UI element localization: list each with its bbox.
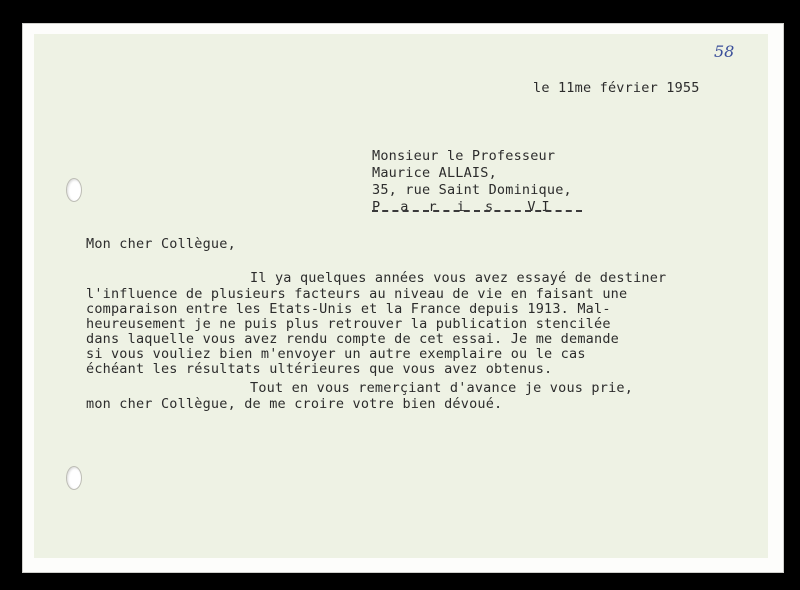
body-line: comparaison entre les Etats-Unis et la France depuis 1913. Mal- bbox=[86, 301, 611, 317]
address-line-1: Monsieur le Professeur bbox=[372, 148, 556, 164]
address-line-2: Maurice ALLAIS, bbox=[372, 165, 497, 181]
salutation: Mon cher Collègue, bbox=[86, 236, 236, 252]
body-line: dans laquelle vous avez rendu compte de cet essai. Je me demande bbox=[86, 331, 619, 347]
address-line-4: P a r i s VI bbox=[372, 199, 556, 215]
body-line: Il ya quelques années vous avez essayé de destiner bbox=[250, 270, 667, 286]
body-line: mon cher Collègue, de me croire votre bien dévoué. bbox=[86, 396, 503, 412]
punch-hole-icon bbox=[66, 466, 82, 490]
punch-hole-icon bbox=[66, 178, 82, 202]
body-line: si vous vouliez bien m'envoyer un autre exemplaire ou le cas bbox=[86, 346, 586, 362]
body-line: l'influence de plusieurs facteurs au niveau de vie en faisant une bbox=[86, 286, 628, 302]
letter-date: le 11me février 1955 bbox=[533, 80, 700, 96]
body-line: Tout en vous remerçiant d'avance je vous prie, bbox=[250, 380, 634, 396]
body-line: échéant les résultats ultérieures que vous avez obtenus. bbox=[86, 361, 553, 377]
address-line-3: 35, rue Saint Dominique, bbox=[372, 182, 572, 198]
address-underline bbox=[372, 210, 582, 212]
body-line: heureusement je ne puis plus retrouver la publication stencilée bbox=[86, 316, 611, 332]
folio-number: 58 bbox=[714, 42, 735, 61]
